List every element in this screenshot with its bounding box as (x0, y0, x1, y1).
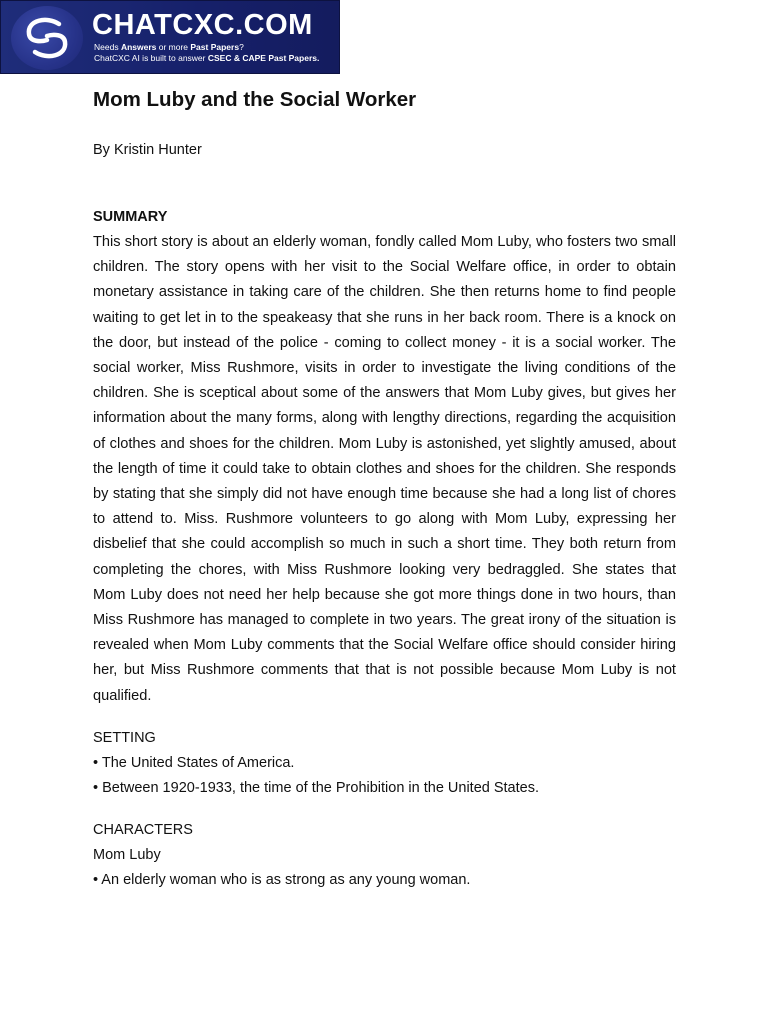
chatcxc-banner[interactable] (0, 0, 340, 74)
document-body (93, 86, 676, 893)
character-name: Mom Luby (93, 846, 161, 863)
summary-paragraph: This short story is about an elderly woman, fondly called Mom Luby, who fosters two small children. The story opens with her visit to the Social Welfare office, in order to obtain monetary assistance in taking care of the children. She then returns home to find people waiting to get let in to the speakeasy that she runs in her back room. There is a knock on the door, but instead of the police - coming to collect money - it is a social worker. The social worker, Miss Rushmore, visits in order to investigate the living conditions of the children. She is sceptical about some of the answers that Mom Luby gives, but gives her information about the many forms, along with lengthy directions, regarding the acquisition of clothes and shoes for the children. Mom Luby is astonished, yet slightly amused, about the length of time it could take to obtain clothes and shoes for the children. She responds by stating that she simply did not have enough time because she had a long list of chores to attend to. Miss. Rushmore volunteers to go along with Mom Luby, expressing her disbelief that she could accomplish so much in such a short time. They both return from completing the chores, with Miss Rushmore looking very bedraggled. She states that Mom Luby does not need her help because she got more things done in two hours, than Miss Rushmore has managed to complete in two years. The great irony of the situation is revealed when Mom Luby comments that the Social Welfare office should consider hiring her, but Miss Rushmore comments that that is not possible because Mom Luby is not qualified. (93, 234, 676, 704)
document-title: Mom Luby and the Social Worker (93, 88, 417, 111)
setting-item: • The United States of America. (93, 754, 295, 771)
summary-heading: SUMMARY (93, 209, 168, 225)
characters-heading: CHARACTERS (93, 821, 193, 838)
chatcxc-logo-icon (11, 6, 83, 70)
banner-tagline-2: ChatCXC AI is built to answer CSEC & CAPE Past Papers. (94, 53, 320, 63)
document-author: By Kristin Hunter (93, 142, 202, 158)
setting-item: • Between 1920-1933, the time of the Prohibition in the United States. (93, 779, 539, 796)
setting-heading: SETTING (93, 729, 156, 746)
banner-tagline-1: Needs Answers or more Past Papers? (94, 42, 244, 52)
character-item: • An elderly woman who is as strong as any young woman. (93, 871, 471, 888)
banner-title: CHATCXC.COM (92, 9, 313, 41)
